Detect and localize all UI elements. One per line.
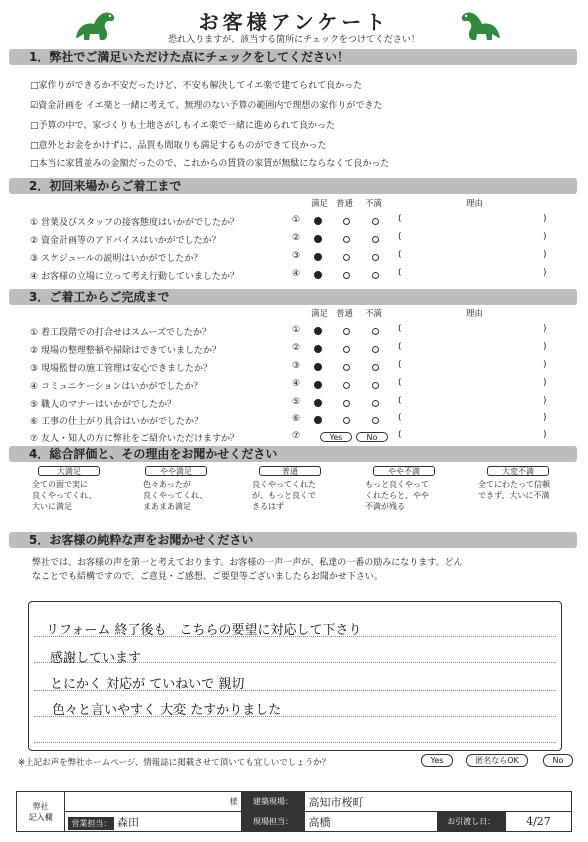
manager-value: 高橋 <box>305 812 437 832</box>
eval-option-very-dissatisfied[interactable]: 大変不満 <box>487 466 549 476</box>
s3-q2-reason-close: ) <box>543 342 547 352</box>
s3-col-reason: 理由 <box>466 309 484 319</box>
s3-q3-normal-radio[interactable] <box>343 364 350 371</box>
s3-q5-normal-radio[interactable] <box>343 400 350 407</box>
s3-q4-bad-radio[interactable] <box>372 382 379 389</box>
section1-item-2[interactable]: ☑資金計画を イエ楽と一緒に考えて、無理のない予算の範囲内で理想の家作りができた <box>30 101 383 111</box>
s3-q1-reason-open: ( <box>398 324 402 334</box>
s2-q2-num: ② <box>292 233 301 243</box>
section1-title: 1．弊社でご満足いただけた点にチェックをしてください！ <box>9 49 577 65</box>
section1-item-3[interactable]: □予算の中で、家づくりも土地さがしもイエ楽で一緒に進められて良かった <box>30 121 335 131</box>
s3-q7-no-option[interactable]: No <box>356 432 388 442</box>
s2-q4-reason-open: ( <box>398 268 402 278</box>
sales-cell: 営業担当： 森田 <box>65 812 241 832</box>
s3-q3-good-radio[interactable] <box>314 363 322 371</box>
delivery-label: お引渡し日： <box>437 812 505 832</box>
eval-option-very-satisfied[interactable]: 大満足 <box>38 466 100 476</box>
manager-label: 現場担当： <box>241 812 305 832</box>
s3-q5-reason-close: ) <box>543 396 547 406</box>
s3-q1-num: ① <box>292 325 301 335</box>
s2-q3-reason-close: ) <box>543 250 547 260</box>
s2-q3-bad-radio[interactable] <box>372 254 379 261</box>
s2-q2: ② 資金計画等のアドバイスはいかがでしたか？ <box>30 236 221 246</box>
s3-q5-num: ⑤ <box>292 397 301 407</box>
s3-q6: ⑥ 工事の仕上がり具合はいかがでしたか？ <box>30 417 203 427</box>
s2-q2-bad-radio[interactable] <box>372 236 379 243</box>
s3-q3-num: ③ <box>292 361 301 371</box>
s3-col-normal: 普通 <box>336 309 354 319</box>
s3-q6-reason-open: ( <box>398 413 402 423</box>
s2-q4-good-radio[interactable] <box>314 271 322 279</box>
customer-name-cell: 様 <box>65 792 241 812</box>
eval-desc-very-dissatisfied: 全てにわたって信頼 できず、大いに不満 <box>478 480 550 500</box>
s3-q1: ① 着工段階での打合せはスムーズでしたか？ <box>30 328 212 338</box>
col-reason: 理由 <box>466 199 484 209</box>
s3-q7: ⑦ 友人・知人の方に弊社をご紹介いただけますか？ <box>30 434 239 444</box>
s3-q7-yes-option[interactable]: Yes <box>320 432 352 442</box>
s3-q6-good-radio[interactable] <box>314 416 322 424</box>
s3-q4-reason-open: ( <box>398 378 402 388</box>
delivery-value: 4/27 <box>505 812 571 832</box>
consent-question: ※上記お声を弊社ホームページ、情報誌に掲載させて頂いても宜しいでしょうか？ <box>18 758 331 768</box>
s3-q2: ② 現場の整理整頓や掃除はできていましたか？ <box>30 346 221 356</box>
s2-q1-normal-radio[interactable] <box>343 218 350 225</box>
s2-q3-good-radio[interactable] <box>314 253 322 261</box>
s3-q2-good-radio[interactable] <box>314 345 322 353</box>
page-subtitle: 恐れ入りますが、該当する箇所にチェックをつけてください！ <box>168 35 420 45</box>
s2-q1-num: ① <box>292 215 301 225</box>
eval-desc-somewhat-satisfied: 色々あったが 良くやってくれ、 まあまあ満足 <box>143 480 208 511</box>
s3-q5-bad-radio[interactable] <box>372 400 379 407</box>
s3-q6-bad-radio[interactable] <box>372 417 379 424</box>
s3-q1-bad-radio[interactable] <box>372 328 379 335</box>
office-use-table <box>16 791 572 832</box>
s2-q4-bad-radio[interactable] <box>372 272 379 279</box>
s3-q6-normal-radio[interactable] <box>343 417 350 424</box>
s3-q6-reason-close: ) <box>543 413 547 423</box>
s3-col-bad: 不満 <box>365 309 383 319</box>
s2-q2-reason-close: ) <box>543 232 547 242</box>
s2-q3: ③ スケジュールの説明はいかがでしたか？ <box>30 254 203 264</box>
s2-q4-reason-close: ) <box>543 268 547 278</box>
section1-item-5[interactable]: □本当に家賃並みの金額だったので、これからの賃貸の家賃が無駄にならなくて良かった <box>30 159 390 169</box>
s3-q1-reason-close: ) <box>543 324 547 334</box>
s3-q1-normal-radio[interactable] <box>343 328 350 335</box>
eval-option-normal[interactable]: 普通 <box>259 466 321 476</box>
s3-q3-reason-close: ) <box>543 360 547 370</box>
s3-q5-good-radio[interactable] <box>314 399 322 407</box>
s3-q3: ③ 現場監督の施工管理は安心できましたか？ <box>30 364 212 374</box>
col-normal: 普通 <box>336 199 354 209</box>
handwritten-line-1: リフォーム 終了後も こちらの要望に対応して下さり <box>46 623 362 638</box>
s3-q4-good-radio[interactable] <box>314 381 322 389</box>
section5-title: 5．お客様の純粋な声をお聞かせください <box>9 532 577 548</box>
eval-desc-somewhat-dissatisfied: もっと良くやって くれたらと、やや 不満が残る <box>365 480 429 511</box>
s2-q2-reason-open: ( <box>398 232 402 242</box>
col-good: 満足 <box>311 199 329 209</box>
section5-intro-line2: なことでも結構ですので、ご意見・ご感想、ご要望等ございましたらお聞かせ下さい。 <box>32 572 383 582</box>
col-bad: 不満 <box>365 199 383 209</box>
s3-col-good: 満足 <box>311 309 329 319</box>
s3-q2-num: ② <box>292 343 301 353</box>
s3-q2-bad-radio[interactable] <box>372 346 379 353</box>
consent-yes-option[interactable]: Yes <box>421 754 453 767</box>
handwritten-line-4: 色々と言いやすく 大変 たすかりました <box>52 703 282 718</box>
section1-item-4[interactable]: □意外とお金をかけずに、品質も間取りも満足するものができて良かった <box>30 141 327 151</box>
section1-item-1[interactable]: □家作りができるか不安だったけど、不安も解決してイエ楽で建てられて良かった <box>30 81 363 91</box>
s3-q3-bad-radio[interactable] <box>372 364 379 371</box>
s3-q5-reason-open: ( <box>398 396 402 406</box>
s3-q2-normal-radio[interactable] <box>343 346 350 353</box>
s3-q7-reason-close: ) <box>543 430 547 440</box>
page-title: お客様アンケート <box>198 10 390 34</box>
s2-q2-good-radio[interactable] <box>314 235 322 243</box>
s2-q4-num: ④ <box>292 269 301 279</box>
s2-q4: ④ お客様の立場に立って考え行動していましたか？ <box>30 272 239 282</box>
s2-q1: ① 営業及びスタッフの接客態度はいかがでしたか？ <box>30 218 239 228</box>
s2-q3-reason-open: ( <box>398 250 402 260</box>
s3-q6-num: ⑥ <box>292 414 301 424</box>
eval-desc-normal: 良くやってくれた が、もっと良くで きるはず <box>252 480 316 511</box>
s2-q2-normal-radio[interactable] <box>343 236 350 243</box>
s2-q1-reason-close: ) <box>543 214 547 224</box>
s3-q4-reason-close: ) <box>543 378 547 388</box>
section3-title: 3．ご着工からご完成まで <box>9 289 577 305</box>
s2-q1-reason-open: ( <box>398 214 402 224</box>
s3-q4-num: ④ <box>292 379 301 389</box>
s3-q7-reason-open: ( <box>398 430 402 440</box>
eval-option-somewhat-dissatisfied[interactable]: やや不満 <box>373 466 435 476</box>
s2-q3-num: ③ <box>292 251 301 261</box>
s3-q1-good-radio[interactable] <box>314 327 322 335</box>
s3-q4: ④ コミュニケーションはいかがでしたか？ <box>30 382 203 392</box>
section2-title: 2．初回来場からご着工まで <box>9 178 577 194</box>
handwritten-line-3: とにかく 対応が ていねいで 親切 <box>50 677 245 692</box>
section4-title: 4．総合評価と、その理由をお聞かせください <box>9 446 577 462</box>
s2-q4-normal-radio[interactable] <box>343 272 350 279</box>
s3-q3-reason-open: ( <box>398 360 402 370</box>
sales-value: 森田 <box>116 815 139 829</box>
s3-q5: ⑤ 職人のマナーはいかがでしたか？ <box>30 400 176 410</box>
voice-line-5 <box>34 742 556 743</box>
s2-q3-normal-radio[interactable] <box>343 254 350 261</box>
site-label: 建築現場： <box>241 792 305 812</box>
eval-option-somewhat-satisfied[interactable]: やや満足 <box>145 466 207 476</box>
handwritten-line-2: 感謝しています <box>50 651 142 666</box>
s3-q2-reason-open: ( <box>398 342 402 352</box>
site-value: 高知市桜町 <box>305 792 572 812</box>
s3-q7-num: ⑦ <box>292 431 301 441</box>
eval-desc-very-satisfied: 全ての面で実に 良くやってくれ、 大いに満足 <box>32 480 97 511</box>
s2-q1-good-radio[interactable] <box>314 217 322 225</box>
s3-q4-normal-radio[interactable] <box>343 382 350 389</box>
consent-no-option[interactable]: No <box>543 754 573 767</box>
section5-intro-line1: 弊社では、お客様の声を第一と考えております。お客様の一声一声が、私達の一番の励みになります。どん <box>32 558 463 568</box>
office-label: 弊社 記入欄 <box>17 792 65 832</box>
s2-q1-bad-radio[interactable] <box>372 218 379 225</box>
consent-anonymous-option[interactable]: 匿名ならOK <box>466 754 528 767</box>
